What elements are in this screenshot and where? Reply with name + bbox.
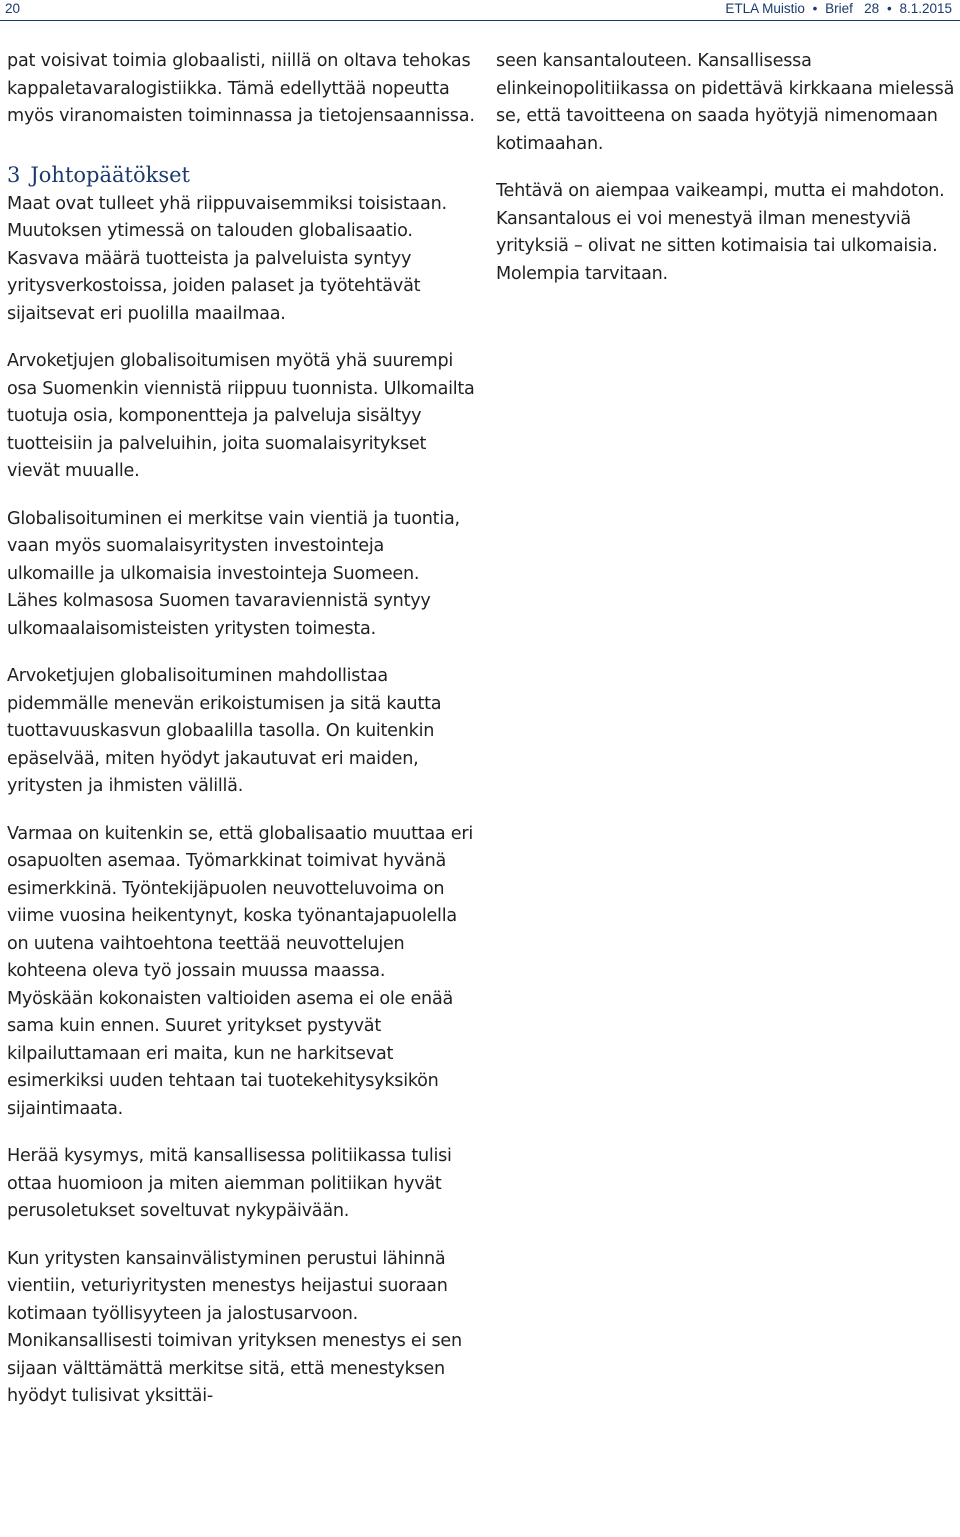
issue-number: 28 [864, 1, 880, 16]
body-paragraph: Globalisoituminen ei merkitse vain vientiä ja tuontia, vaan myös suomalaisyritysten investointeja ulkomaille ja ulkomaisia investointeja Suomeen. Lähes kolmasosa Suomen tavaraviennistä syntyy ulkomaalaisomisteisten yritysten toimesta. [7, 508, 460, 639]
section-number: 3 [7, 162, 21, 187]
body-paragraph: Arvoketjujen globalisoituminen mahdollistaa pidemmälle menevän erikoistumisen ja sitä kautta tuottavuuskasvun globaalilla tasolla. On kuitenkin epäselvää, miten hyödyt jakautuvat eri maiden, yritysten ja ihmisten välillä. [7, 666, 442, 796]
body-paragraph: Maat ovat tulleet yhä riippuvaisemmiksi toisistaan. Muutoksen ytimessä on talouden globalisaatio. Kasvava määrä tuotteista ja palveluista syntyy yritysverkostoissa, joiden palaset ja työtehtävät sijaitsevat eri puolilla maailmaa. [7, 193, 447, 324]
body-paragraph: seen kansantalouteen. Kansallisessa elinkeinopolitiikassa on pidettävä kirkkaana mielessä se, että tavoitteena on saada hyötyjä nimenomaan kotimaahan. [496, 51, 955, 154]
issue-date: 8.1.2015 [899, 1, 952, 16]
right-column [496, 48, 956, 308]
bullet-separator: • [886, 1, 892, 16]
body-paragraph: Arvoketjujen globalisoitumisen myötä yhä suurempi osa Suomenkin viennistä riippuu tuonnista. Ulkomailta tuotuja osia, komponentteja ja palveluja sisältyy tuotteisiin ja palveluihin, joita suomalaisyritykset vievät muualle. [7, 351, 475, 481]
publication-name: ETLA Muistio [725, 1, 805, 16]
left-column [7, 48, 475, 1431]
body-paragraph: Varmaa on kuitenkin se, että globalisaatio muuttaa eri osapuolten asemaa. Työmarkkinat toimivat hyvänä esimerkkinä. Työntekijäpuolen neuvotteluvoima on viime vuosina heikentynyt, koska työnantajapuolella on uutena vaihtoehtona teettää neuvottelujen kohteena oleva työ jossain muussa maassa. Myöskään kokonaisten valtioiden asema ei ole enää sama kuin ennen. Suuret yritykset pystyvät kilpailuttamaan eri maita, kun ne harkitsevat esimerkiksi uuden tehtaan tai tuotekehitysyksikön sijaintimaata. [7, 823, 473, 1119]
section-title: Johtopäätökset [30, 162, 190, 187]
series-name: Brief [825, 1, 853, 16]
bullet-separator: • [812, 1, 818, 16]
page-header [0, 0, 960, 20]
body-paragraph: Kun yritysten kansainvälistyminen perustui lähinnä vientiin, veturiyritysten menestys heijastui suoraan kotimaan työllisyyteen ja jalostusarvoon. Monikansallisesti toimivan yrityksen menestys ei sen sijaan välttämättä merkitse sitä, että menestyksen hyödyt tulisivat yksittäi- [7, 1248, 462, 1406]
body-paragraph: Herää kysymys, mitä kansallisessa politiikassa tulisi ottaa huomioon ja miten aiemman politiikan hyvät perusoletukset soveltuvat nykypäivään. [7, 1146, 452, 1221]
section-heading [7, 161, 475, 189]
running-title [725, 1, 952, 16]
header-rule [0, 20, 960, 21]
page-number: 20 [5, 1, 21, 16]
intro-paragraph: pat voisivat toimia globaalisti, niillä on oltava tehokas kappaletavaralogistiikka. Tämä edellyttää nopeutta myös viranomaisten toiminnassa ja tietojensaannissa. [7, 51, 475, 126]
body-paragraph: Tehtävä on aiempaa vaikeampi, mutta ei mahdoton. Kansantalous ei voi menestyä ilman menestyviä yrityksiä – olivat ne sitten kotimaisia tai ulkomaisia. Molempia tarvitaan. [496, 181, 945, 284]
